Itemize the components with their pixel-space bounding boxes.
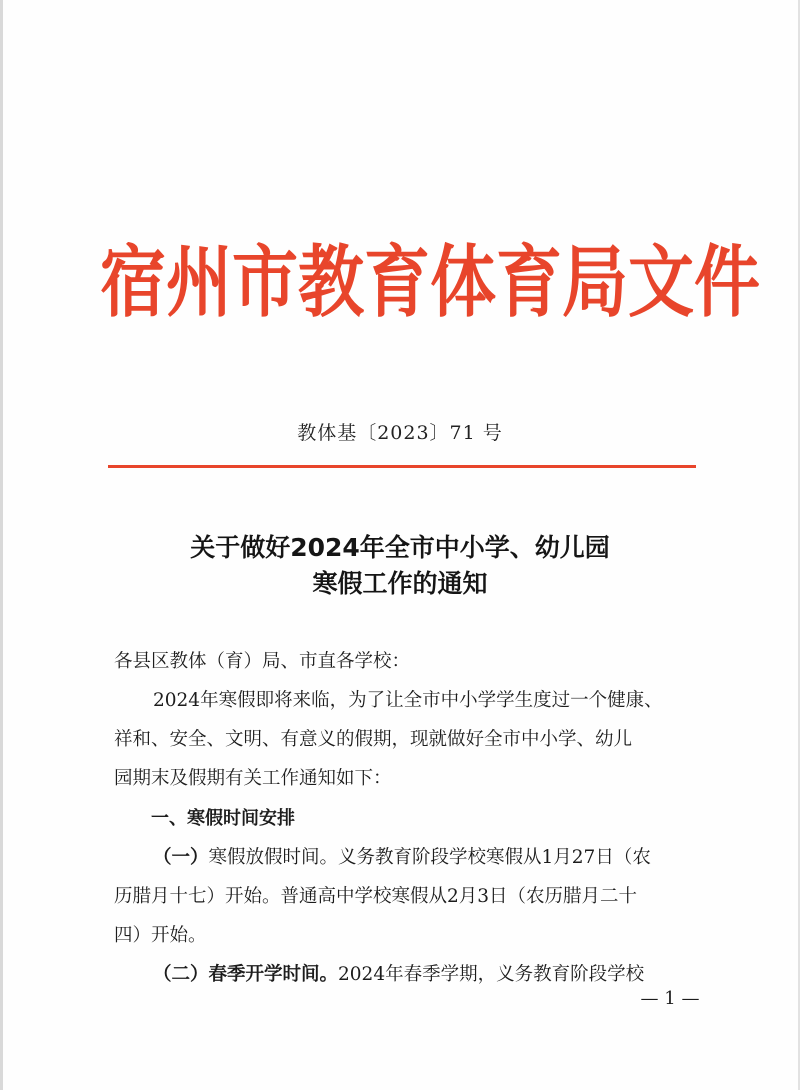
title-line-1: 关于做好2024年全市中小学、幼儿园 bbox=[190, 533, 610, 562]
item-2-line-1 bbox=[153, 960, 743, 986]
salutation: 各县区教体（育）局、市直各学校： bbox=[114, 651, 411, 672]
item-1-text: 寒假放假时间。义务教育阶段学校寒假从1月27日（农 bbox=[208, 847, 651, 868]
paragraph-1-line-1: 2024年寒假即将来临，为了让全市中小学学生度过一个健康、 bbox=[153, 690, 663, 711]
item-2-text: 2024年春季学期，义务教育阶段学校 bbox=[338, 964, 645, 985]
document-number: 教体基〔2023〕71 号 bbox=[297, 422, 503, 444]
paragraph-1-line-3: 园期末及假期有关工作通知如下： bbox=[114, 768, 392, 789]
item-1-label: （一） bbox=[153, 847, 209, 868]
paragraph-1-line-2: 祥和、安全、文明、有意义的假期，现就做好全市中小学、幼儿 bbox=[114, 729, 633, 750]
red-separator-rule bbox=[108, 465, 696, 468]
page-number: — 1 — bbox=[640, 988, 700, 1009]
document-masthead: 宿州市教育体育局文件 bbox=[100, 236, 760, 328]
section-1-heading: 一、寒假时间安排 bbox=[151, 808, 295, 829]
item-1-line-3: 四）开始。 bbox=[114, 925, 207, 946]
item-1-line-2: 历腊月十七）开始。普通高中学校寒假从2月3日（农历腊月二十 bbox=[114, 886, 638, 907]
document-title bbox=[0, 530, 800, 602]
item-1-line-1 bbox=[153, 843, 743, 869]
item-2-label: （二）春季开学时间。 bbox=[153, 964, 339, 985]
title-line-2: 寒假工作的通知 bbox=[312, 569, 488, 598]
